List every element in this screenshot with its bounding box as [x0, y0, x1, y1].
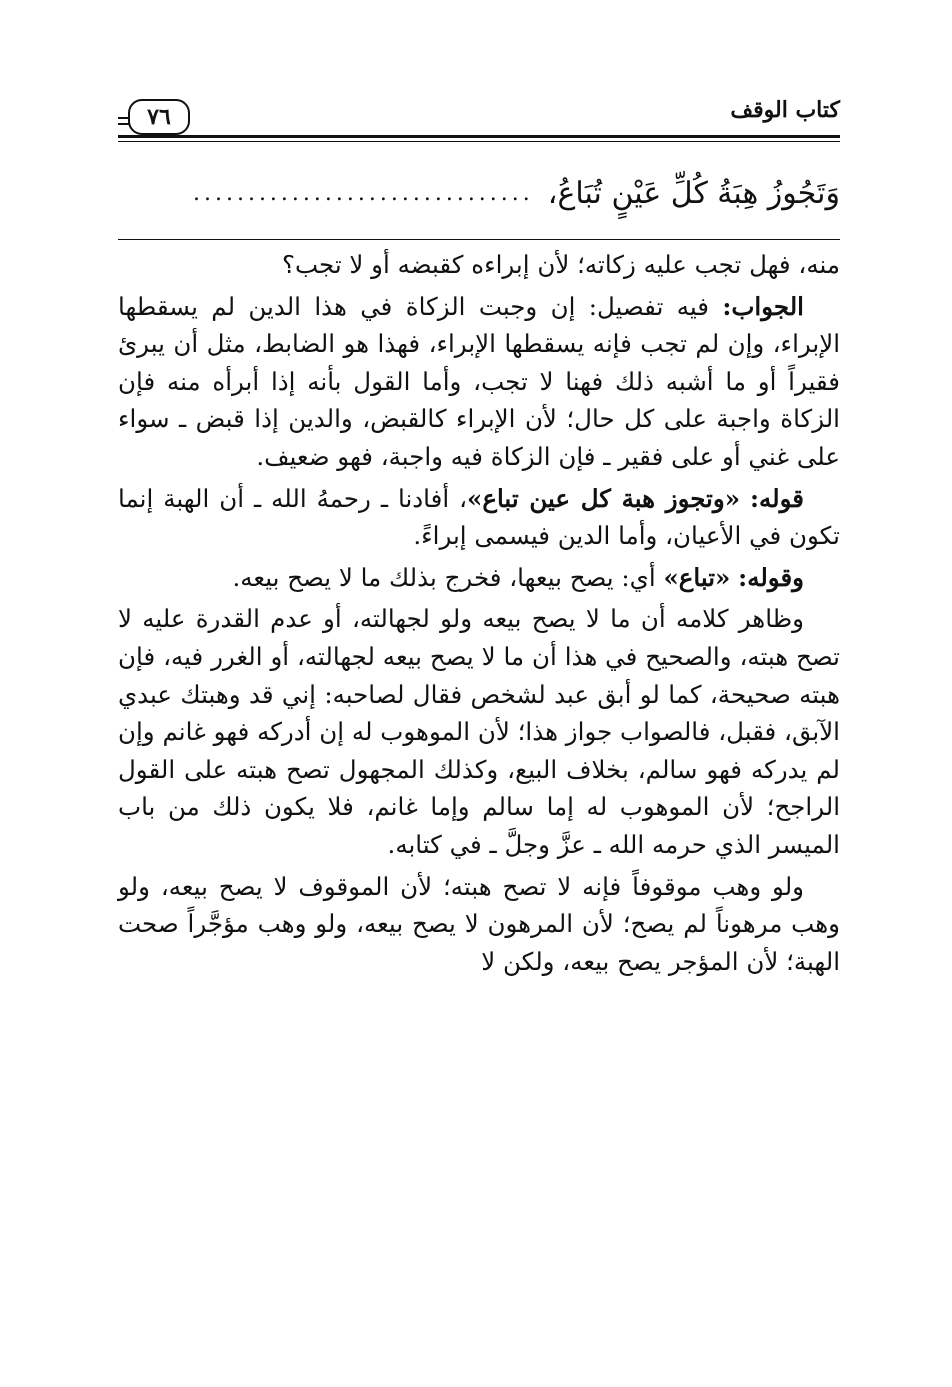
matn-dots: ...............................: [192, 180, 534, 206]
paragraph: [118, 868, 840, 981]
paragraph: [118, 559, 840, 597]
paragraph-quote: «تباع»: [663, 562, 731, 592]
matn-line: [118, 165, 840, 221]
paragraph: [118, 480, 840, 555]
paragraph-text: ، أفادنا ـ رحمهُ الله ـ أن الهبة إنما تكون في الأعيان، وأما الدين فيسمى إبراءً.: [118, 483, 840, 551]
paragraph-text: منه، فهل تجب عليه زكاته؛ لأن إبراءه كقبضه أو لا تجب؟: [281, 250, 840, 279]
header-rule-thin: [118, 141, 840, 142]
paragraph-lead: الجواب:: [722, 291, 804, 321]
running-header: [118, 95, 840, 135]
paragraph: [118, 288, 840, 476]
paragraph-quote: «وتجوز هبة كل عين تباع»: [467, 483, 741, 513]
paragraph: [118, 600, 840, 863]
header-rule: [118, 135, 840, 138]
page-number: ٧٦: [147, 104, 171, 130]
matn-separator: [118, 239, 840, 240]
paragraph-lead: قوله:: [750, 483, 805, 513]
paragraph-text: فيه تفصيل: إن وجبت الزكاة في هذا الدين لم يسقطها الإبراء، وإن لم تجب فإنه يسقطها الإبراء، فهذا هو الضابط، مثل أن يبرئ فقيراً أو ما أشبه ذلك فهنا لا تجب، وأما القول بأنه إذا أبرأه منه فإن الزكاة واجبة على كل حال؛ لأن الإبراء كالقبض، والدين إذا قبض ـ سواء على غني أو على فقير ـ فإن الزكاة فيه واجبة، فهو ضعيف.: [118, 291, 840, 471]
page-number-badge: [128, 99, 190, 135]
paragraph-text: وظاهر كلامه أن ما لا يصح بيعه ولو لجهالته، أو عدم القدرة عليه لا تصح هبته، والصحيح في هذا أن ما لا يصح بيعه لجهالته، أو الغرر فيه، فإن هبته صحيحة، كما لو أبق عبد لشخص فقال لصاحبه: إني قد وهبتك عبدي الآبق، فقبل، فالصواب جواز هذا؛ لأن الموهوب له إن أدركه فهو غانم وإن لم يدركه فهو سالم، بخلاف البيع، وكذلك المجهول تصح هبته على القول الراجح؛ لأن الموهوب له إما سالم وإما غانم، فلا يكون ذلك من باب الميسر الذي حرمه الله ـ عزَّ وجلَّ ـ في كتابه.: [118, 604, 840, 859]
paragraph: [118, 246, 840, 284]
book-page: [118, 95, 840, 984]
paragraph-text: ولو وهب موقوفاً فإنه لا تصح هبته؛ لأن الموقوف لا يصح بيعه، ولو وهب مرهوناً لم يصح؛ لأن المرهون لا يصح بيعه، ولو وهب مؤجَّراً صحت الهبة؛ لأن المؤجر يصح بيعه، ولكن لا: [118, 871, 840, 976]
commentary-body: [118, 246, 840, 980]
matn-text: وَتَجُوزُ هِبَةُ كُلِّ عَيْنٍ تُبَاعُ،: [547, 175, 840, 211]
paragraph-lead: وقوله:: [738, 562, 804, 592]
book-title: كتاب الوقف: [730, 97, 840, 123]
paragraph-text: أي: يصح بيعها، فخرج بذلك ما لا يصح بيعه.: [232, 562, 664, 592]
